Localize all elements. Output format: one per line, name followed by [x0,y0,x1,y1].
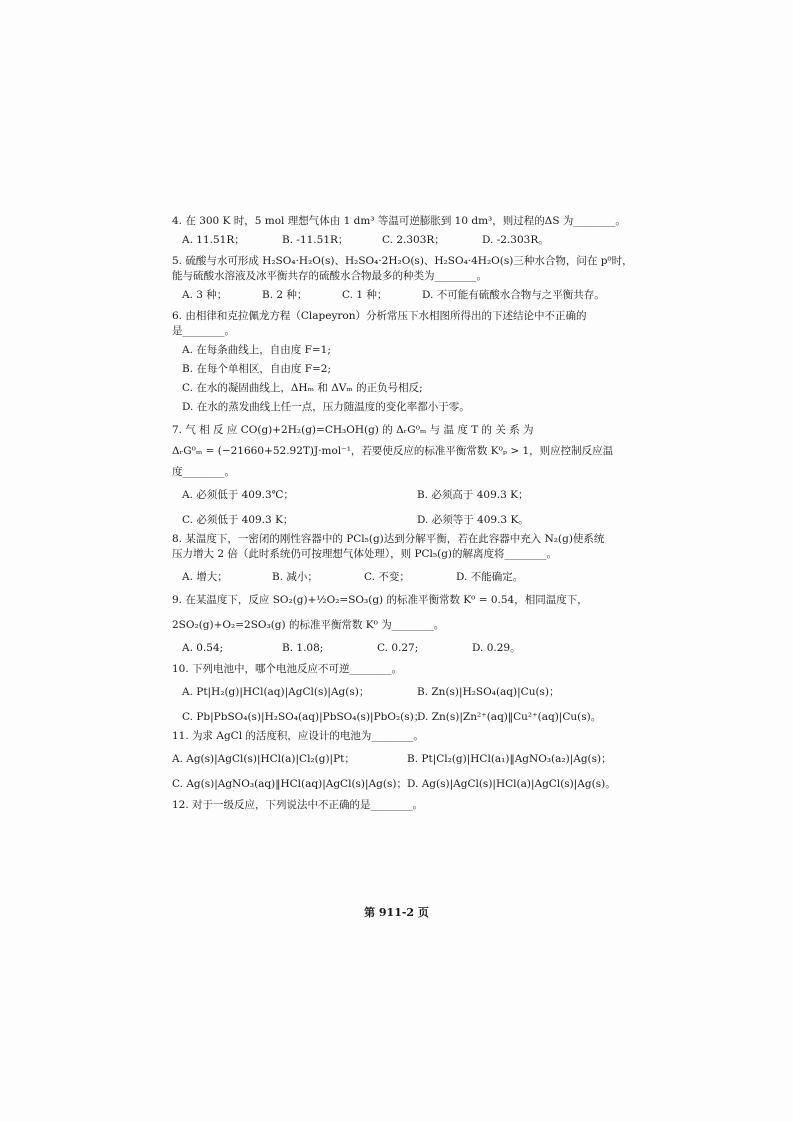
question-8-text-1: 8. 某温度下，一密闭的刚性容器中的 PCl₅(g)达到分解平衡，若在此容器中充入 N₂(g)使系统 [172,533,605,545]
q5-option-c: C. 1 种； [342,289,388,301]
q11-option-a: A. Ag(s)|AgCl(s)|HCl(a)|Cl₂(g)|Pt； [172,753,355,765]
q8-option-c: C. 不变； [364,571,410,583]
question-11-options [172,752,622,792]
q10-option-a: A. Pt|H₂(g)|HCl(aq)|AgCl(s)|Ag(s)； [182,686,370,698]
q4-option-c: C. 2.303R； [382,234,445,246]
q9-option-c: C. 0.27; [377,642,419,654]
question-9-text-2: 2SO₂(g)+O₂=2SO₃(g) 的标准平衡常数 K⁰ 为________。 [172,619,445,631]
q10-option-c: C. Pb|PbSO₄(s)|H₂SO₄(aq)|PbSO₄(s)|PbO₂(s)； [182,711,425,723]
question-7 [172,423,622,528]
question-5-options [182,288,622,303]
page-number: 第 911-2 页 [364,906,429,919]
question-5-text-2: 能与硫酸水溶液及冰平衡共存的硫酸水合物最多的种类为________。 [172,270,487,282]
question-4-text: 4. 在 300 K 时，5 mol 理想气体由 1 dm³ 等温可逆膨胀到 10 dm³，则过程的ΔS 为________。 [172,215,626,227]
question-6-text-1: 6. 由相律和克拉佩龙方程（Clapeyron）分析常压下水相图所得出的下述结论中不正确的 [172,310,587,322]
q7-option-a: A. 必须低于 409.3℃； [182,489,294,501]
question-11 [172,729,622,792]
question-7-text-3: 度________。 [172,466,235,478]
q5-option-b: B. 2 种； [262,289,308,301]
question-12 [172,798,622,813]
q6-option-c: C. 在水的凝固曲线上，ΔHₘ 和 ΔVₘ 的正负号相反; [182,382,423,394]
question-8-options [182,570,622,585]
q4-option-b: B. -11.51R； [282,234,349,246]
q4-option-a: A. 11.51R； [182,234,245,246]
question-4-options [182,233,622,248]
question-8-text-2: 压力增大 2 倍（此时系统仍可按理想气体处理），则 PCl₅(g)的解离度将________。 [172,548,558,560]
question-10 [172,662,622,725]
question-8 [172,532,622,585]
question-7-text-2: ΔᵣG⁰ₘ = (−21660+52.92T)J·mol⁻¹，若要使反应的标准平衡常数 K⁰ₚ > 1，则应控制反应温 [172,445,614,457]
question-12-text: 12. 对于一级反应，下列说法中不正确的是________。 [172,799,424,811]
q8-option-a: A. 增大； [182,571,228,583]
q9-option-a: A. 0.54; [182,642,224,654]
question-9-options [182,641,622,656]
q6-option-a: A. 在每条曲线上，自由度 F=1; [182,344,331,356]
q5-option-d: D. 不可能有硫酸水合物与之平衡共存。 [422,289,605,301]
q11-option-d: D. Ag(s)|AgCl(s)|HCl(a)|AgCl(s)|Ag(s)。 [407,778,616,790]
q11-option-c: C. Ag(s)|AgNO₃(aq)‖HCl(aq)|AgCl(s)|Ag(s)； [172,778,407,790]
question-6-text-2: 是________。 [172,325,235,337]
question-9-text-1: 9. 在某温度下，反应 SO₂(g)+½O₂=SO₃(g) 的标准平衡常数 K⁰ = 0.54，相同温度下， [172,594,588,606]
question-7-text-1: 7. 气 相 反 应 CO(g)+2H₂(g)=CH₃OH(g) 的 ΔᵣG⁰ₘ 与 温 度 T 的 关 系 为 [172,424,534,436]
q7-option-b: B. 必须高于 409.3 K； [417,489,529,501]
question-10-text: 10. 下列电池中，哪个电池反应不可逆________。 [172,663,403,675]
question-7-options [182,488,622,528]
exam-content [172,214,633,813]
q9-option-d: D. 0.29。 [472,642,521,654]
question-10-options [182,685,622,725]
question-5 [172,254,633,303]
q11-option-b: B. Pt|Cl₂(g)|HCl(a₁)‖AgNO₃(a₂)|Ag(s)； [407,753,612,765]
question-6 [172,309,622,415]
q8-option-d: D. 不能确定。 [456,571,524,583]
question-5-text-1: 5. 硫酸与水可形成 H₂SO₄·H₂O(s)、H₂SO₄·2H₂O(s)、H₂SO₄·4H₂O(s)三种水合物，问在 p⁰时， [172,255,633,267]
q7-option-d: D. 必须等于 409.3 K。 [417,514,529,526]
q8-option-b: B. 减小； [272,571,318,583]
q6-option-b: B. 在每个单相区，自由度 F=2; [182,363,332,375]
question-4 [172,214,626,248]
q10-option-b: B. Zn(s)|H₂SO₄(aq)|Cu(s)； [417,686,560,698]
question-11-text: 11. 为求 AgCl 的活度积，应设计的电池为________。 [172,730,424,742]
q4-option-d: D. -2.303R。 [482,234,549,246]
q5-option-a: A. 3 种； [182,289,228,301]
q6-option-d: D. 在水的蒸发曲线上任一点，压力随温度的变化率都小于零。 [182,401,470,413]
q7-option-c: C. 必须低于 409.3 K； [182,514,294,526]
q9-option-b: B. 1.08; [282,642,324,654]
question-9 [172,593,622,656]
q10-option-d: D. Zn(s)|Zn²⁺(aq)‖Cu²⁺(aq)|Cu(s)。 [417,711,602,723]
